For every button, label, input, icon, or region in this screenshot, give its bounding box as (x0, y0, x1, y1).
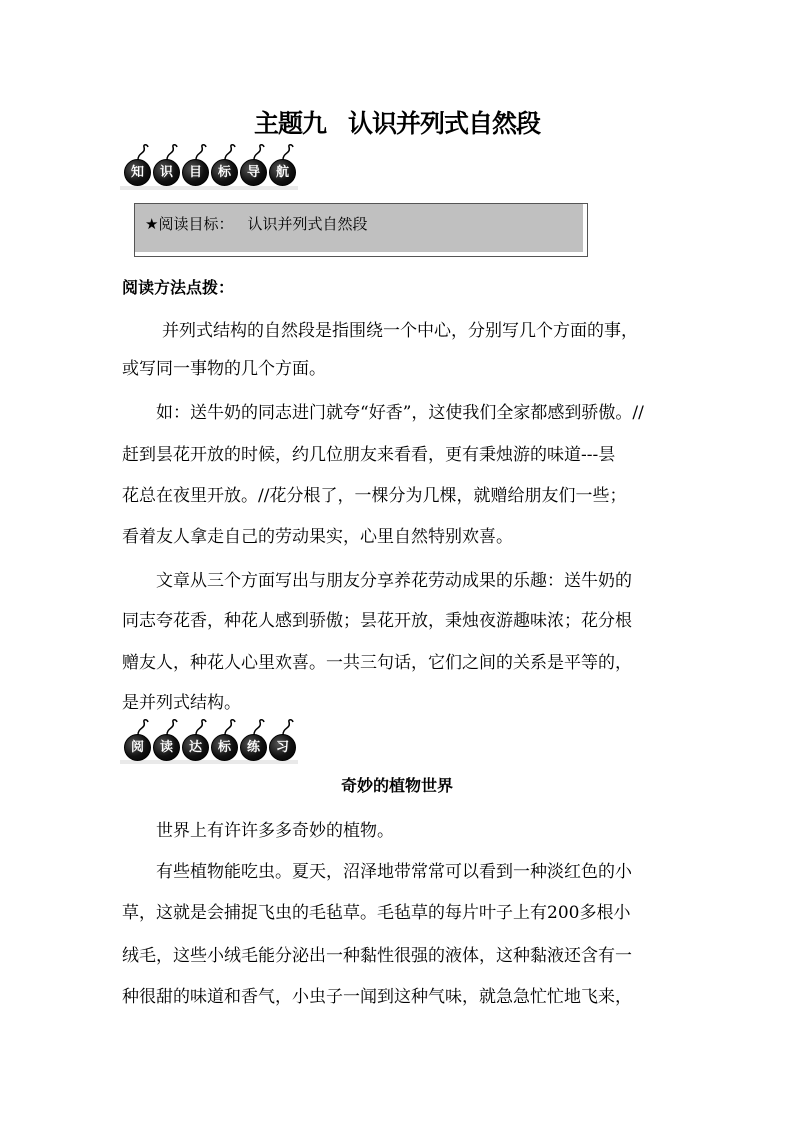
badge: 练 (239, 733, 267, 761)
method-line: 看着友人拿走自己的劳动果实，心里自然特别欢喜。 (122, 527, 513, 547)
method-line: 同志夸花香，种花人感到骄傲；昙花开放，秉烛夜游趣味浓；花分根 (122, 611, 632, 631)
method-line: 文章从三个方面写出与朋友分享养花劳动成果的乐趣：送牛奶的 (156, 571, 632, 591)
article-line: 种很甜的味道和香气，小虫子一闻到这种气味，就急急忙忙地飞来， (122, 987, 632, 1007)
section-badges-knowledge-goals (123, 158, 296, 186)
badge: 导 (239, 158, 267, 186)
badge: 标 (210, 158, 238, 186)
goal-text: 认识并列式自然段 (247, 215, 368, 233)
reading-goal (145, 213, 367, 234)
method-line: 并列式结构的自然段是指围绕一个中心，分别写几个方面的事， (162, 321, 638, 341)
badge: 达 (181, 733, 209, 761)
page-title (0, 104, 794, 140)
badge: 识 (152, 158, 180, 186)
reading-goal-box (134, 203, 588, 257)
article-line: 草，这就是会捕捉飞虫的毛毡草。毛毡草的每片叶子上有200多根小 (122, 903, 631, 923)
badge: 习 (268, 733, 296, 761)
method-line: 是并列式结构。 (122, 693, 241, 713)
badge: 航 (268, 158, 296, 186)
method-line: 或写同一事物的几个方面。 (122, 359, 326, 379)
title-topic: 主题九 (253, 109, 326, 138)
article-line: 绒毛，这些小绒毛能分泌出一种黏性很强的液体，这种黏液还含有一 (122, 946, 632, 966)
title-subject: 认识并列式自然段 (348, 109, 541, 138)
badge: 标 (210, 733, 238, 761)
article-line: 世界上有许许多多奇妙的植物。 (156, 821, 394, 841)
article-line: 有些植物能吃虫。夏天，沼泽地带常常可以看到一种淡红色的小 (156, 862, 632, 882)
article-title: 奇妙的植物世界 (340, 776, 453, 795)
badge: 读 (152, 733, 180, 761)
method-line: 赠友人，种花人心里欢喜。一共三句话，它们之间的关系是平等的， (122, 653, 632, 673)
badge: 知 (123, 158, 151, 186)
method-heading: 阅读方法点拨： (122, 278, 235, 297)
goal-label: ★阅读目标： (145, 215, 234, 233)
method-line: 赶到昙花开放的时候，约几位朋友来看看，更有秉烛游的味道---昙 (122, 445, 616, 465)
method-line: 如：送牛奶的同志进门就夸“好香”，这使我们全家都感到骄傲。// (156, 403, 644, 423)
badge: 目 (181, 158, 209, 186)
badge-underline (120, 186, 298, 190)
method-line: 花总在夜里开放。//花分根了，一棵分为几棵，就赠给朋友们一些； (122, 486, 627, 506)
section-badges-reading-practice (123, 733, 296, 761)
badge: 阅 (123, 733, 151, 761)
